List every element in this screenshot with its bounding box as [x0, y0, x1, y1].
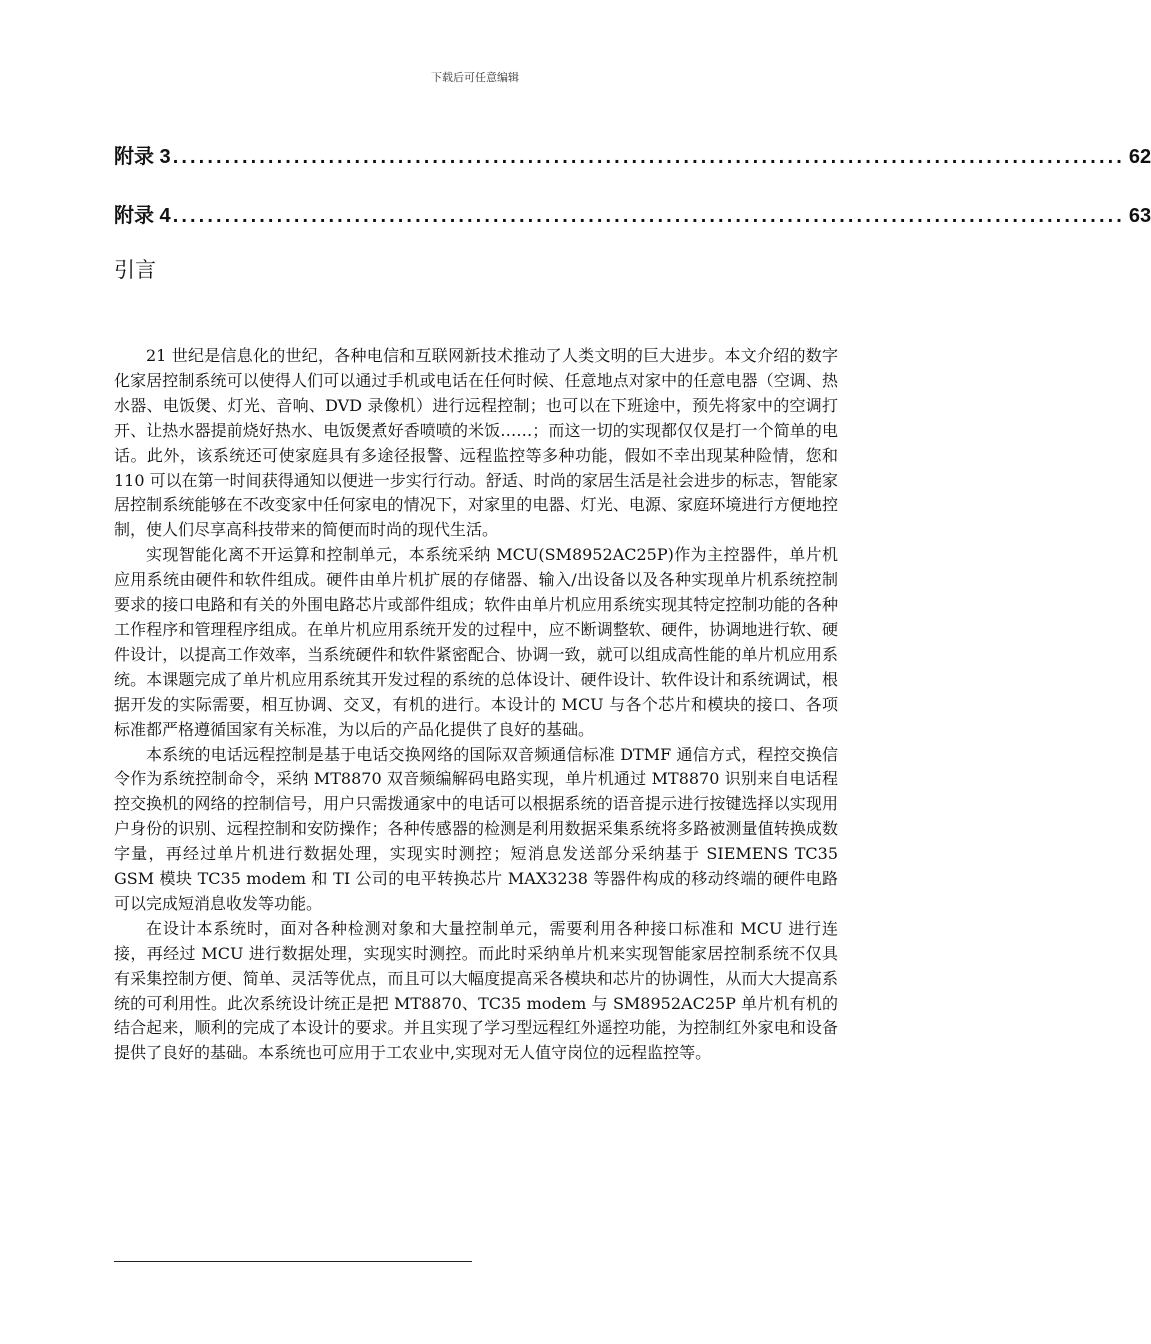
toc-entry-page-number: 63	[1128, 205, 1151, 227]
toc-entry-appendix-4[interactable]	[114, 199, 1151, 228]
body-text	[114, 344, 838, 1066]
paragraph: 21 世纪是信息化的世纪，各种电信和互联网新技术推动了人类文明的巨大进步。本文介绍的数字化家居控制系统可以使得人们可以通过手机或电话在任何时候、任意地点对家中的任意电器（空调、热水器、电饭煲、灯光、音响、DVD 录像机）进行远程控制；也可以在下班途中，预先将家中的空调打开、让热水器提前烧好热水、电饭煲煮好香喷喷的米饭……；而这一切的实现都仅仅是打一个简单的电话。此外，该系统还可使家庭具有多途径报警、远程监控等多种功能，假如不幸出现某种险情，您和 110 可以在第一时间获得通知以便进一步实行行动。舒适、时尚的家居生活是社会进步的标志，智能家居控制系统能够在不改变家中任何家电的情况下，对家里的电器、灯光、电源、家庭环境进行方便地控制，使人们尽享高科技带来的简便而时尚的现代生活。	[114, 346, 838, 540]
paragraph: 实现智能化离不开运算和控制单元，本系统采纳 MCU(SM8952AC25P)作为主控器件，单片机应用系统由硬件和软件组成。硬件由单片机扩展的存储器、输入/出设备以及各种实现单片机系统控制要求的接口电路和有关的外围电路芯片或部件组成；软件由单片机应用系统实现其特定控制功能的各种工作程序和管理程序组成。在单片机应用系统开发的过程中，应不断调整软、硬件，协调地进行软、硬件设计，以提高工作效率，当系统硬件和软件紧密配合、协调一致，就可以组成高性能的单片机应用系统。本课题完成了单片机应用系统其开发过程的系统的总体设计、硬件设计、软件设计和系统调试，根据开发的实际需要，相互协调、交叉，有机的进行。本设计的 MCU 与各个芯片和模块的接口、各项标准都严格遵循国家有关标准，为以后的产品化提供了良好的基础。	[114, 545, 838, 739]
section-title: 引言	[114, 258, 156, 282]
toc-leader-dots: ..............................................................................................................	[172, 205, 1125, 227]
toc-entry-page-number: 62	[1128, 146, 1151, 168]
toc-leader-dots: ..............................................................................................................	[172, 146, 1125, 168]
footnote-separator-line	[114, 1261, 472, 1262]
toc-entry-appendix-3[interactable]	[114, 140, 1151, 169]
paragraph: 本系统的电话远程控制是基于电话交换网络的国际双音频通信标准 DTMF 通信方式，程控交换信令作为系统控制命令，采纳 MT8870 双音频编解码电路实现，单片机通过 MT8870 识别来自电话程控交换机的网络的控制信号，用户只需拨通家中的电话可以根据系统的语音提示进行按键选择以实现用户身份的识别、远程控制和安防操作；各种传感器的检测是利用数据采集系统将多路被测量值转换成数字量，再经过单片机进行数据处理，实现实时测控；短消息发送部分采纳基于 SIEMENS TC35 GSM 模块 TC35 modem 和 TI 公司的电平转换芯片 MAX3238 等器件构成的移动终端的硬件电路可以完成短消息收发等功能。	[114, 744, 838, 913]
paragraph: 在设计本系统时，面对各种检测对象和大量控制单元，需要利用各种接口标准和 MCU 进行连接，再经过 MCU 进行数据处理，实现实时测控。而此时采纳单片机来实现智能家居控制系统不仅具有采集控制方便、简单、灵活等优点，而且可以大幅度提高采各模块和芯片的协调性，从而大大提高系统的可利用性。此次系统设计统正是把 MT8870、TC35 modem 与 SM8952AC25P 单片机有机的结合起来，顺利的完成了本设计的要求。并且实现了学习型远程红外遥控功能，为控制红外家电和设备提供了良好的基础。本系统也可应用于工农业中,实现对无人值守岗位的远程监控等。	[114, 918, 838, 1063]
toc-entry-label: 附录 3	[114, 146, 171, 168]
toc-entry-label: 附录 4	[114, 205, 171, 227]
page-header-note: 下载后可任意编辑	[431, 71, 519, 84]
